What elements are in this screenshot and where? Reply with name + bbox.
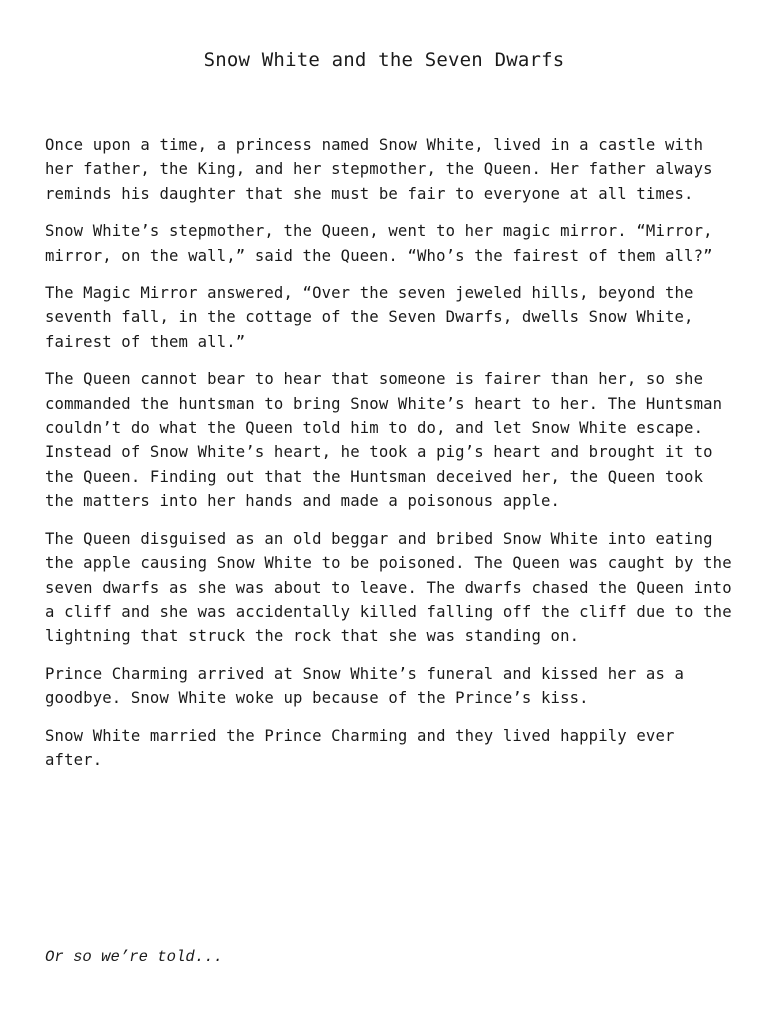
- paragraph-3: The Magic Mirror answered, “Over the seven jeweled hills, beyond the seventh fall, in the cottage of the Seven Dwarfs, dwells Snow White, fairest of them all.”: [45, 284, 694, 351]
- paragraph-5: The Queen disguised as an old beggar and bribed Snow White into eating the apple causing Snow White to be poisoned. The Queen was caught by the seven dwarfs as she was about to leave. The dwarfs chased the Queen into a cliff and she was accidentally killed falling off the cliff due to the lightning that struck the rock that she was standing on.: [45, 529, 732, 646]
- paragraph-7: Snow White married the Prince Charming and they lived happily ever after.: [45, 726, 675, 769]
- page-title: Snow White and the Seven Dwarfs: [203, 49, 565, 71]
- paragraph-1: Once upon a time, a princess named Snow White, lived in a castle with her father, the King, and her stepmother, the Queen. Her father always reminds his daughter that she must be fair to everyone at all times.: [45, 136, 713, 203]
- paragraph-2: Snow White’s stepmother, the Queen, went to her magic mirror. “Mirror, mirror, on the wall,” said the Queen. “Who’s the fairest of them all?”: [45, 222, 713, 265]
- closing-line: Or so we’re told...: [45, 948, 223, 966]
- story-body: [45, 133, 735, 785]
- paragraph-4: The Queen cannot bear to hear that someone is fairer than her, so she commanded the huntsman to bring Snow White’s heart to her. The Huntsman couldn’t do what the Queen told him to do, and let Snow White escape. Instead of Snow White’s heart, he took a pig’s heart and brought it to the Queen. Finding out that the Huntsman deceived her, the Queen took the matters into her hands and made a poisonous apple.: [45, 370, 723, 511]
- paragraph-6: Prince Charming arrived at Snow White’s funeral and kissed her as a goodbye. Snow White woke up because of the Prince’s kiss.: [45, 664, 685, 708]
